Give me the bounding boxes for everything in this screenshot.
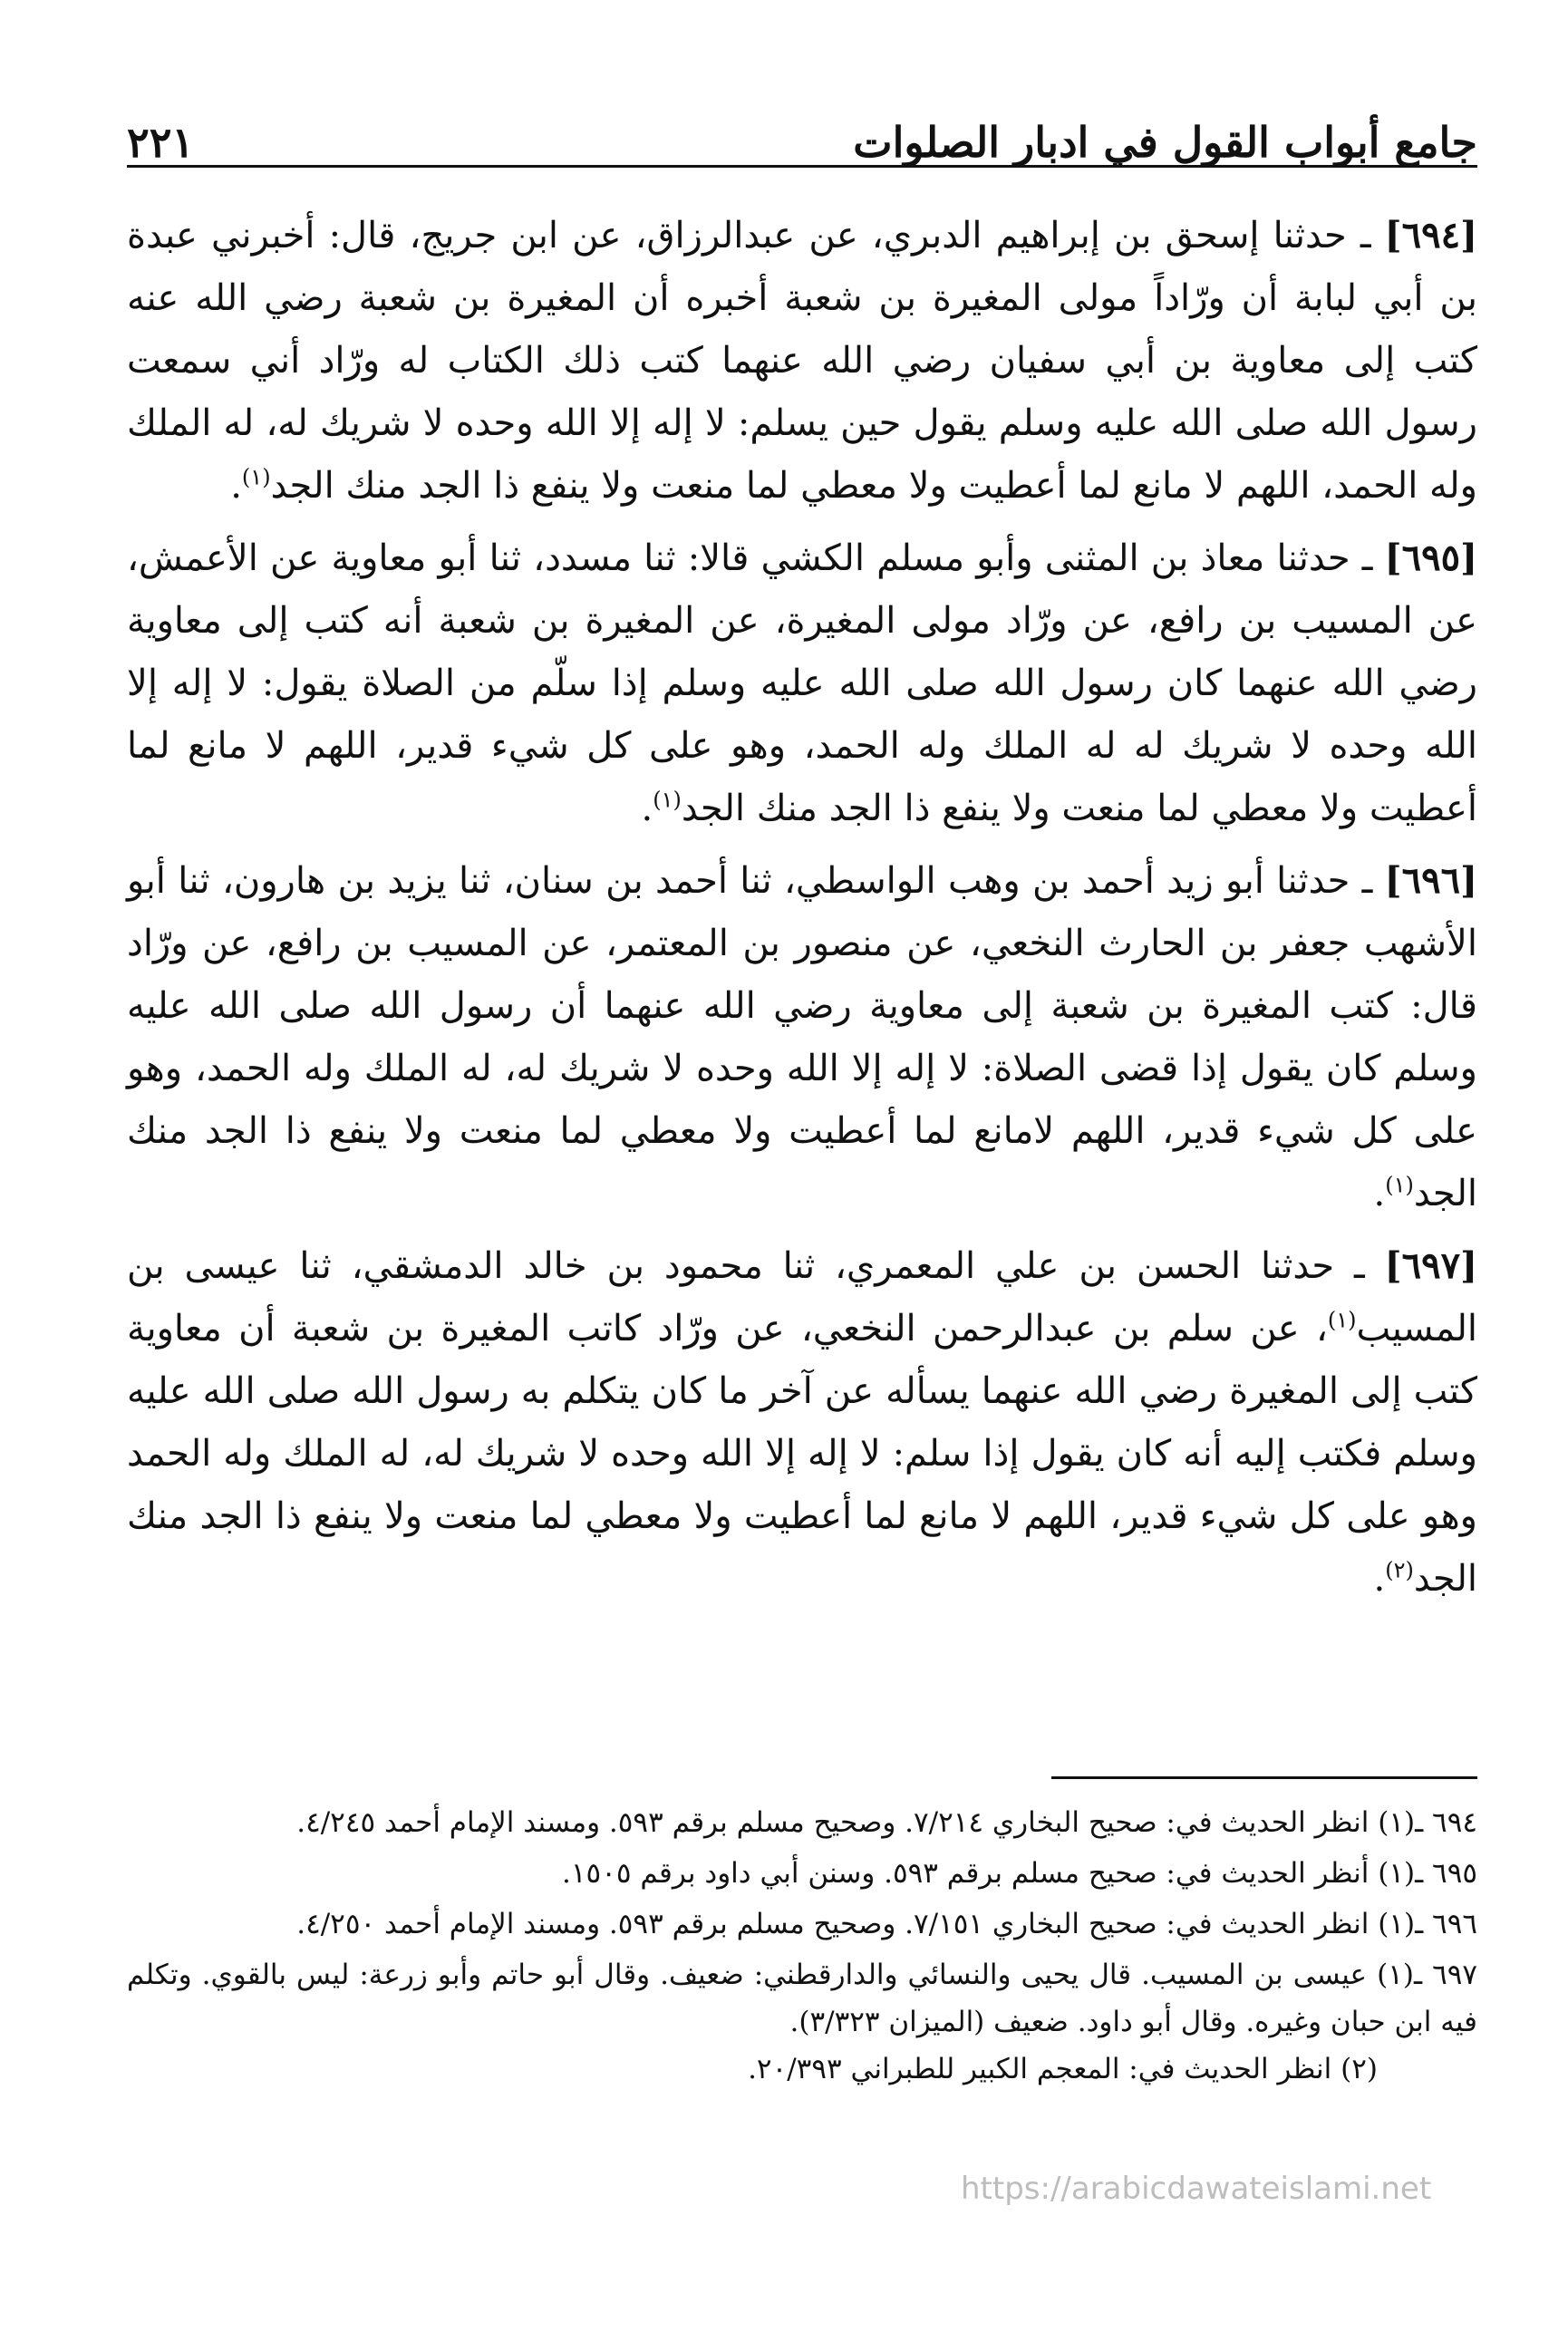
hadith-number: [٦٩٦] <box>1384 859 1477 902</box>
hadith-text: ـ حدثنا معاذ بن المثنى وأبو مسلم الكشي قالا: ثنا مسدد، ثنا أبو معاوية عن الأعمش، عن المسيب بن رافع، عن ورّاد مولى المغيرة، عن المغيرة بن شعبة أنه كتب إلى معاوية رضي الله عنهما كان رسول الله صلى الله عليه وسلم إذا سلّم من الصلاة يقول: لا إله إلا الله وحده لا شريك له له الملك وله الحمد، وهو على كل شيء قدير، اللهم لا مانع لما أعطيت ولا معطي لما منعت ولا ينفع ذا الجد منك الجد <box>127 537 1477 829</box>
footnote-rule <box>1051 1776 1477 1779</box>
footnote-696: ٦٩٦ ـ(١) انظر الحديث في: صحيح البخاري ٧/١٥١. وصحيح مسلم برقم ٥٩٣. ومسند الإمام أحمد ٤/٢٥٠. <box>296 1908 1477 1940</box>
footnotes <box>127 1799 1477 2096</box>
hadith-number: [٦٩٤] <box>1384 214 1477 256</box>
footnote-ref: (٢) <box>1385 1557 1414 1583</box>
main-text <box>127 204 1477 1611</box>
hadith-695: [٦٩٥] ـ حدثنا معاذ بن المثنى وأبو مسلم الكشي قالا: ثنا مسدد، ثنا أبو معاوية عن الأعمش، عن المسيب بن رافع، عن ورّاد مولى المغيرة، عن المغيرة بن شعبة أنه كتب إلى معاوية رضي الله عنهما كان رسول الله صلى الله عليه وسلم إذا سلّم من الصلاة يقول: لا إله إلا الله وحده لا شريك له له الملك وله الحمد، وهو على كل شيء قدير، اللهم لا مانع لما أعطيت ولا معطي لما منعت ولا ينفع ذا الجد منك الجد$^{(١)}$. <box>127 537 1477 829</box>
page-header <box>127 91 1477 167</box>
footnote-695: ٦٩٥ ـ(١) أنظر الحديث في: صحيح مسلم برقم ٥٩٣. وسنن أبي داود برقم ١٥٠٥. <box>562 1857 1477 1890</box>
hadith-number: [٦٩٧] <box>1384 1244 1477 1287</box>
hadith-694: [٦٩٤] ـ حدثنا إسحق بن إبراهيم الدبري، عن عبدالرزاق، عن ابن جريج، قال: أخبرني عبدة بن أبي لبابة أن ورّاداً مولى المغيرة بن شعبة أخبره أن المغيرة بن شعبة رضي الله عنه كتب إلى معاوية بن أبي سفيان رضي الله عنهما كتب ذلك الكتاب له ورّاد أني سمعت رسول الله صلى الله عليه وسلم يقول حين يسلم: لا إله إلا الله وحده لا شريك له، له الملك وله الحمد، اللهم لا مانع لما أعطيت ولا معطي لما منعت ولا ينفع ذا الجد منك الجد$^{(١)}$. <box>127 214 1477 507</box>
hadith-text-continued: ، عن سلم بن عبدالرحمن النخعي، عن ورّاد كاتب المغيرة بن شعبة أن معاوية كتب إلى المغيرة رضي الله عنهما يسأله عن آخر ما كان يتكلم به رسول الله صلى الله عليه وسلم فكتب إليه أنه كان يقول إذا سلم: لا إله إلا الله وحده لا شريك له، له الملك وله الحمد وهو على كل شيء قدير، اللهم لا مانع لما أعطيت ولا معطي لما منعت ولا ينفع ذا الجد منك الجد <box>127 1308 1477 1600</box>
footnote-ref: (١) <box>1327 1307 1357 1333</box>
page-number: ٢٢١ <box>127 118 195 167</box>
running-title: جامع أبواب القول في ادبار الصلوات <box>853 118 1477 167</box>
hadith-text: ـ حدثنا أبو زيد أحمد بن وهب الواسطي، ثنا أحمد بن سنان، ثنا يزيد بن هارون، ثنا أبو الأشهب جعفر بن الحارث النخعي، عن منصور بن المعتمر، عن المسيب بن رافع، عن ورّاد قال: كتب المغيرة بن شعبة إلى معاوية رضي الله عنهما أن رسول الله صلى الله عليه وسلم كان يقول إذا قضى الصلاة: لا إله إلا الله وحده لا شريك له، له الملك وله الحمد، وهو على كل شيء قدير، اللهم لامانع لما أعطيت ولا معطي لما منعت ولا ينفع ذا الجد منك الجد <box>127 860 1477 1214</box>
book-page <box>127 0 1477 2341</box>
footnote-697-2: (٢) انظر الحديث في: المعجم الكبير للطبراني ٢٠/٣٩٣. <box>748 2053 1378 2085</box>
hadith-text: ـ حدثنا الحسن بن علي المعمري، ثنا محمود بن خالد الدمشقي، ثنا عيسى بن المسيب <box>127 1245 1477 1349</box>
footnote-ref: (١) <box>1385 1172 1414 1198</box>
footnote-694: ٦٩٤ ـ(١) انظر الحديث في: صحيح البخاري ٧/٢١٤. وصحيح مسلم برقم ٥٩٣. ومسند الإمام أحمد ٤/٢٤٥. <box>296 1806 1477 1839</box>
footnote-ref: (١) <box>241 464 271 490</box>
hadith-text: ـ حدثنا إسحق بن إبراهيم الدبري، عن عبدالرزاق، عن ابن جريج، قال: أخبرني عبدة بن أبي لبابة أن ورّاداً مولى المغيرة بن شعبة أخبره أن المغيرة بن شعبة رضي الله عنه كتب إلى معاوية بن أبي سفيان رضي الله عنهما كتب ذلك الكتاب له ورّاد أني سمعت رسول الله صلى الله عليه وسلم يقول حين يسلم: لا إله إلا الله وحده لا شريك له، له الملك وله الحمد، اللهم لا مانع لما أعطيت ولا معطي لما منعت ولا ينفع ذا الجد منك الجد <box>127 215 1477 507</box>
footnote-697-1: ٦٩٧ ـ(١) عيسى بن المسيب. قال يحيى والنسائي والدارقطني: ضعيف. وقال أبو حاتم وأبو زرعة: ليس بالقوي. وتكلم فيه ابن حبان وغيره. وقال أبو داود. ضعيف (الميزان ٣/٣٢٣). <box>127 1959 1478 2038</box>
hadith-697: [٦٩٧] ـ حدثنا الحسن بن علي المعمري، ثنا محمود بن خالد الدمشقي، ثنا عيسى بن المسيب$^{(١)}$، عن سلم بن عبدالرحمن النخعي، عن ورّاد كاتب المغيرة بن شعبة أن معاوية كتب إلى المغيرة رضي الله عنهما يسأله عن آخر ما كان يتكلم به رسول الله صلى الله عليه وسلم فكتب إليه أنه كان يقول إذا سلم: لا إله إلا الله وحده لا شريك له، له الملك وله الحمد وهو على كل شيء قدير، اللهم لا مانع لما أعطيت ولا معطي لما منعت ولا ينفع ذا الجد منك الجد$^{(٢)}$. <box>127 1244 1477 1600</box>
hadith-number: [٦٩٥] <box>1384 537 1477 579</box>
watermark-url: https://arabicdawateislami.net <box>961 2171 1432 2207</box>
hadith-696: [٦٩٦] ـ حدثنا أبو زيد أحمد بن وهب الواسطي، ثنا أحمد بن سنان، ثنا يزيد بن هارون، ثنا أبو الأشهب جعفر بن الحارث النخعي، عن منصور بن المعتمر، عن المسيب بن رافع، عن ورّاد قال: كتب المغيرة بن شعبة إلى معاوية رضي الله عنهما أن رسول الله صلى الله عليه وسلم كان يقول إذا قضى الصلاة: لا إله إلا الله وحده لا شريك له، له الملك وله الحمد، وهو على كل شيء قدير، اللهم لامانع لما أعطيت ولا معطي لما منعت ولا ينفع ذا الجد منك الجد$^{(١)}$. <box>127 859 1477 1214</box>
header-rule <box>127 165 1477 168</box>
footnote-ref: (١) <box>653 787 682 813</box>
footnote-697 <box>127 1951 1477 2093</box>
